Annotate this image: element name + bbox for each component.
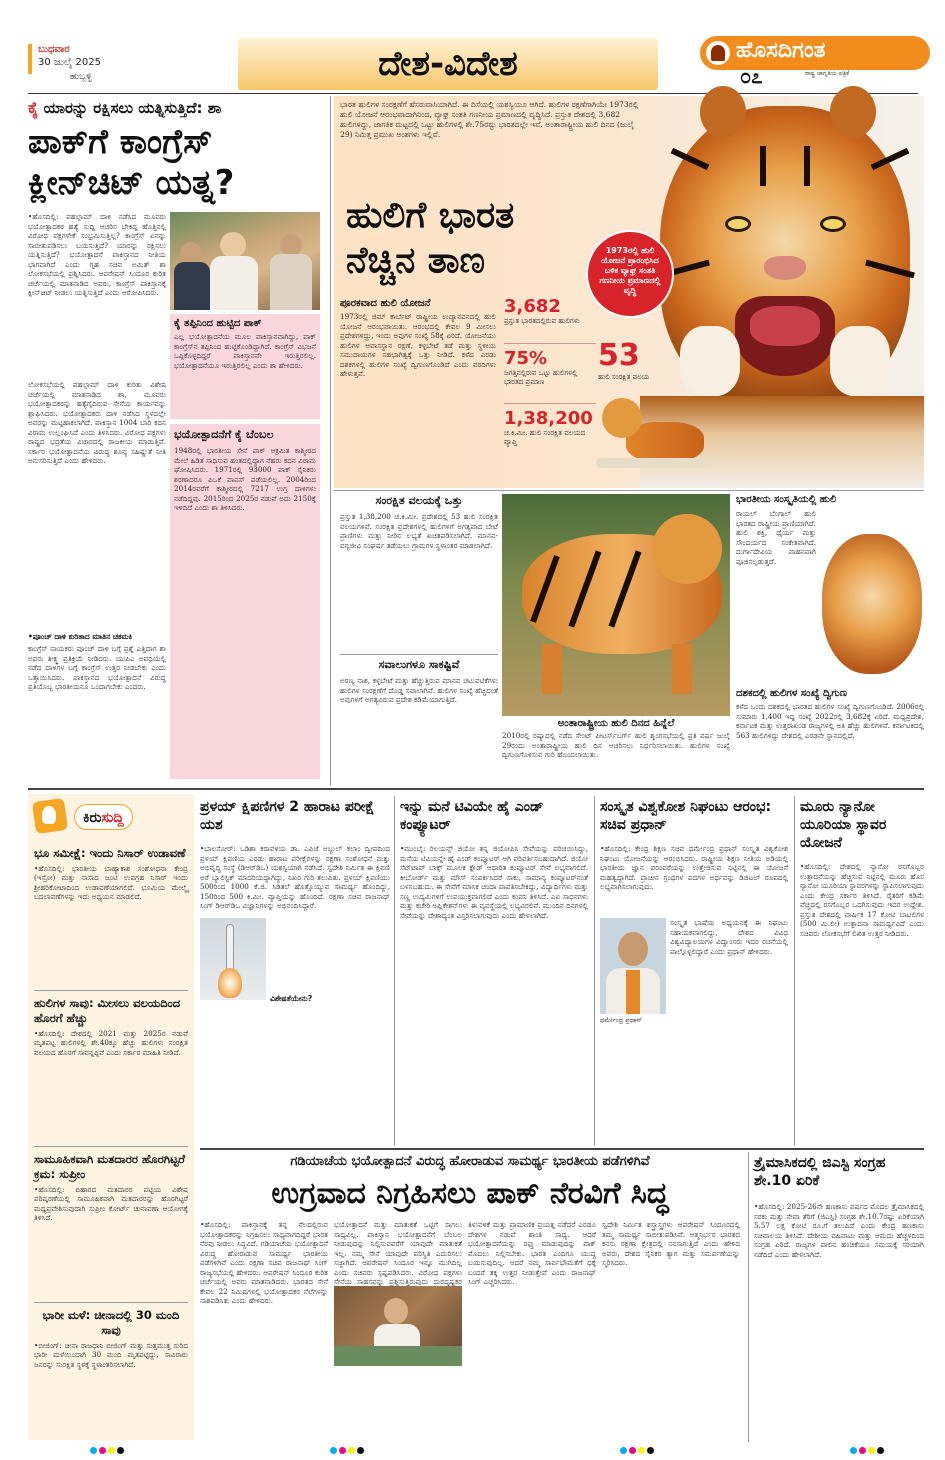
sanskrit-body-2: ಸಂಸ್ಕೃತ ಭಾಷೆಯ ಅಧ್ಯಯನಕ್ಕೆ ಈ ನಿಘಂಟು ಸಹಾಯಕವಾಗಲಿದ್ದು, ದೇಶದ ವಿವಿಧ ವಿಶ್ವವಿದ್ಯಾಲಯಗಳ ವಿದ್ವಾಂಸರು ಇದರ ರಚನೆಯಲ್ಲಿ ಪಾಲ್ಗೊಳ್ಳಲಿದ್ದಾರೆ ಎಂದು ಪ್ರಧಾನ್ ಹೇಳಿದರು. <box>670 918 788 956</box>
bottom-headline: ಉಗ್ರವಾದ ನಿಗ್ರಹಿಸಲು ಪಾಕ್ ನೆರವಿಗೆ ಸಿದ್ಧ <box>271 1176 669 1211</box>
nano-story <box>800 798 924 1138</box>
culture-box <box>736 494 924 684</box>
tv-story <box>400 798 588 1138</box>
lead-box-2-body: 1948ರಲ್ಲಿ ಭಾರತೀಯ ಸೇನೆ ಪಾಕ್ ಆಕ್ರಮಿತ ಕಾಶ್ಮೀರದ ಮೇಲೆ ಹಿಡಿತ ಸಾಧಿಸುವ ಹಂತದಲ್ಲಿದ್ದಾಗ ನೆಹರು ಕದನ ವಿರಾಮ ಘೋಷಿಸಿದರು. 1971ರಲ್ಲಿ 93000 ಪಾಕ್ ಸೈನಿಕರು ಶರಣಾದರೂ ಪಿಒಕೆ ವಾಪಸ್ ಪಡೆಯಲಿಲ್ಲ. 2004ರಿಂದ 2014ರವರೆಗೆ ಕಾಶ್ಮೀರದಲ್ಲಿ 7217 ಉಗ್ರ ದಾಳಿಗಳು ನಡೆದಿದ್ದವು. 2015ರಿಂದ 2025ರ ನಡುವೆ ಅದು 2150ಕ್ಕೆ ಇಳಿದಿದೆ ಎಂದು ಶಾ ತಿಳಿಸಿದರು. <box>174 446 316 512</box>
kiru-item-body: •ಹೊಸದಿಲ್ಲಿ: ದೇಶದಲ್ಲಿ 2021 ಮತ್ತು 2025ರ ನಡುವೆ ಮೃತಪಟ್ಟ ಹುಲಿಗಳಲ್ಲಿ ಶೇ.40ಕ್ಕೂ ಹೆಚ್ಚು ಹುಲಿಗಳು ಸಂರಕ್ಷಿತ ವಲಯದ ಹೊರಗೆ ಸಾವನ್ನಪ್ಪಿವೆ ಎಂದು ಸರ್ಕಾರ ಮಾಹಿತಿ ನೀಡಿದೆ. <box>34 1028 188 1057</box>
kiru-item <box>34 1308 188 1431</box>
culture-title: ಭಾರತೀಯ ಸಂಸ್ಕೃತಿಯಲ್ಲಿ ಹುಲಿ <box>736 494 837 505</box>
masthead-day: ಬುಧವಾರ <box>38 44 70 55</box>
tiger-stats <box>504 296 596 464</box>
missile-image <box>200 918 266 1000</box>
minister-caption: ಧರ್ಮೇಂದ್ರ ಪ್ರಧಾನ್ <box>600 1016 642 1024</box>
registration-marks <box>850 1447 884 1454</box>
stat-value: 75% <box>504 348 548 369</box>
pralay-sub: ವಿಶೇಷತೆಯೇನು? <box>270 994 313 1003</box>
sanskrit-headline: ಸಂಸ್ಕೃತ ವಿಶ್ವಕೋಶ ನಿಘಂಟು ಆರಂಭ: ಸಚಿವ ಪ್ರಧಾನ್ <box>600 799 772 834</box>
lead-box-body: ಎಲ್ಲ ಭಯೋತ್ಪಾದನೆಯ ಮೂಲ ಪಾಕಿಸ್ತಾನವಾಗಿದ್ದು, ಪಾಕ್ ಕಾಂಗ್ರೆಸ್‌ನ ತಪ್ಪಿನಿಂದ ಹುಟ್ಟಿಕೊಂಡಿದ್ದಾಗಿದೆ. ಕಾಂಗ್ರೆಸ್ ವಿಭಜನೆ ಒಪ್ಪಿಕೊಳ್ಳದಿದ್ದರೆ ಪಾಕಿಸ್ತಾನವೇ ಇರುತ್ತಿರಲಿಲ್ಲ. ಭಯೋತ್ಪಾದನೆಯೂ ಇರುತ್ತಿರಲಿಲ್ಲ ಎಂದು ಶಾ ಹೇಳಿದರು. <box>174 332 316 370</box>
stat-53-label: ಹುಲಿ ಸಂರಕ್ಷಿತ ವಲಯ <box>598 373 650 381</box>
registration-marks <box>620 1447 654 1454</box>
kiru-item-head: ಸಾಮೂಹಿಕವಾಗಿ ಮತದಾರರ ಹೊರಗಿಟ್ಟರೆ ಕ್ರಮ: ಸುಪ್ರೀಂ <box>34 1152 185 1181</box>
lead-box-2-title: ಭಯೋತ್ಪಾದನೆಗೆ ಕೈ ಬೆಂಬಲ <box>174 428 274 441</box>
kiru-item <box>34 1152 188 1295</box>
paper-name: ಹೊಸದಿಗಂತ <box>736 38 826 63</box>
date-box <box>28 44 123 90</box>
tiger-badge-text: 1973ರಲ್ಲಿ ಹುಲಿ ಯೋಜನೆ ಪ್ರಾರಂಭಿಸಿದ ಬಳಿಕ ವ್ಯಾಘ್ರ ಸಂತತಿ ಗಣನೀಯ ಪ್ರಮಾಣದಲ್ಲಿ ವೃದ್ಧಿ <box>599 246 661 295</box>
kiru-item-body: •ಹೊಸದಿಲ್ಲಿ: ಭಾರತೀಯ ಬಾಹ್ಯಾಕಾಶ ಸಂಶೋಧನಾ ಕೇಂದ್ರ (ಇಸ್ರೋ) ಮತ್ತು ನಾಸಾದ ಜಂಟಿ ಉಪಗ್ರಹ ನಿಸಾರ್ ಇಂದು ಶ್ರೀಹರಿಕೋಟಾದಿಂದ ಉಡಾವಣೆಯಾಗಲಿದೆ. ಭೂಮಿಯ ಮೇಲ್ಮೈ ಬದಲಾವಣೆಗಳನ್ನು ಇದು ಅಧ್ಯಯನ ಮಾಡಲಿದೆ. <box>34 863 188 902</box>
pralay-body: •ಬಾಲಸೋರ್: ಒಡಿಶಾ ಕರಾವಳಿಯ ಡಾ. ಎಪಿಜೆ ಅಬ್ದುಲ್ ಕಲಾಂ ದ್ವೀಪದಿಂದ ಪ್ರಳಯ್ ಕ್ಷಿಪಣಿಯ ಎರಡು ಹಾರಾಟ ಪರೀಕ್ಷೆಗಳನ್ನು ರಕ್ಷಣಾ ಸಂಶೋಧನೆ ಮತ್ತು ಅಭಿವೃದ್ಧಿ ಸಂಸ್ಥೆ (ಡಿಆರ್‌ಡಿಒ) ಯಶಸ್ವಿಯಾಗಿ ನಡೆಸಿದೆ. ಸ್ವದೇಶಿ ನಿರ್ಮಿತ ಈ ಕ್ಷಿಪಣಿ ಅರೆ ಬ್ಯಾಲಿಸ್ಟಿಕ್ ಮಾದರಿಯದ್ದಾಗಿದ್ದು, ನಿಖರ ಗುರಿ ತಲುಪಿತು. ಪ್ರಳಯ್ ಕ್ಷಿಪಣಿಯು 500ರಿಂದ 1000 ಕೆ.ಜಿ. ಸಿಡಿತಲೆ ಹೊತ್ತೊಯ್ಯುವ ಸಾಮರ್ಥ್ಯ ಹೊಂದಿದ್ದು, 150ರಿಂದ 500 ಕಿ.ಮೀ. ವ್ಯಾಪ್ತಿಯನ್ನು ಹೊಂದಿದೆ. ರಕ್ಷಣಾ ಸಚಿವ ರಾಜನಾಥ್ ಸಿಂಗ್ ಡಿಆರ್‌ಡಿಒ ವಿಜ್ಞಾನಿಗಳನ್ನು ಅಭಿನಂದಿಸಿದ್ದಾರೆ. <box>200 844 390 910</box>
stat-item <box>504 296 596 344</box>
pralay-story <box>200 798 390 1138</box>
masthead-date: 30 ಜುಲೈ 2025 <box>38 57 101 68</box>
tiger-intro: ಭಾರತ ಹುಲಿಗಳ ಸಂರಕ್ಷಣೆಗೆ ಹೆಸರುವಾಸಿಯಾಗಿದೆ. ಈ ದಿಸೆಯಲ್ಲಿ ಯಶಸ್ವಿಯೂ ಆಗಿದೆ. ಹುಲಿಗಳ ರಕ್ಷಣೆಗಾಗಿಯೇ 1973ರಲ್ಲಿ ಹುಲಿ ಯೋಜನೆ ಆರಂಭವಾದಾಗಿನಿಂದ, ವ್ಯಾಘ್ರ ಸಂತತಿ ಗಣನೀಯ ಪ್ರಮಾಣದಲ್ಲಿ ವೃದ್ಧಿಸಿದೆ. ಪ್ರಸ್ತುತ ದೇಶದಲ್ಲಿ 3,682 ಹುಲಿಗಳಿದ್ದು, ಜಾಗತಿಕ ಮಟ್ಟದಲ್ಲಿ ಒಟ್ಟು ಹುಲಿಗಳಲ್ಲಿ ಶೇ.75ರಷ್ಟು ಭಾರತದಲ್ಲೇ ಇವೆ. ಅಂತಾರಾಷ್ಟ್ರೀಯ ಹುಲಿ ದಿನದ (ಜುಲೈ 29) ನಿಮಿತ್ತ ಪ್ರಮುಖ ಅಂಶಗಳು ಇಲ್ಲಿವೆ. <box>340 100 639 140</box>
tiger-headline-1: ಹುಲಿಗೆ ಭಾರತ <box>346 195 515 236</box>
tv-headline: ಇನ್ನು ಮನೆ ಟಿವಿಯೇ ಹೈ ಎಂಡ್ ಕಂಪ್ಯೂಟರ್ <box>400 799 544 834</box>
paper-tagline: ರಾಷ್ಟ್ರ ಜಾಗೃತಿಯ ಪತ್ರಿಕೆ <box>805 70 850 77</box>
zone-box <box>340 494 498 652</box>
stat-label: ಪ್ರಸ್ತುತ ಭಾರತದಲ್ಲಿರುವ ಹುಲಿಗಳು <box>504 317 580 325</box>
tiger-face-image <box>822 534 922 674</box>
decade-body: ಕಳೆದ ಒಂದು ದಶಕದಲ್ಲಿ ಭಾರತದ ಹುಲಿಗಳ ಸಂಖ್ಯೆ ದ್ವಿಗುಣಗೊಂಡಿದೆ. 2006ರಲ್ಲಿ ಸುಮಾರು 1,400 ಇದ್ದ ಸಂಖ್ಯೆ 2022ರಲ್ಲಿ 3,682ಕ್ಕೆ ಏರಿದೆ. ಮಧ್ಯಪ್ರದೇಶ, ಕರ್ನಾಟಕ ಮತ್ತು ಉತ್ತರಾಖಂಡ ರಾಜ್ಯಗಳಲ್ಲಿ ಅತಿ ಹೆಚ್ಚು ಹುಲಿಗಳಿವೆ. ಕರ್ನಾಟಕದಲ್ಲಿ 563 ಹುಲಿಗಳಿದ್ದು ದೇಶದಲ್ಲಿ ಎರಡನೇ ಸ್ಥಾನದಲ್ಲಿದೆ. <box>736 702 924 740</box>
bottom-col-2-top: ಭಯೋತ್ಪಾದನೆ ಮತ್ತು ಮಾತುಕತೆ ಒಟ್ಟಿಗೆ ಸಾಗಲು ಸಾಧ್ಯವಿಲ್ಲ. ಪಾಕಿಸ್ತಾನ ಭಯೋತ್ಪಾದನೆಗೆ ಬೆಂಬಲ ನೀಡುವುದನ್ನು ನಿಲ್ಲಿಸುವವರೆಗೆ ಯಾವುದೇ ಮಾತುಕತೆ ಇಲ್ಲ. ನಮ್ಮ ಸೇನೆ ಯಾವುದೇ ಪರಿಸ್ಥಿತಿ ಎದುರಿಸಲು ಸಜ್ಜಾಗಿದೆ. ಆಪರೇಷನ್ ಸಿಂದೂರ ಇನ್ನೂ ಮುಗಿದಿಲ್ಲ ಎಂದು ಸಚಿವರು ಸ್ಪಷ್ಟಪಡಿಸಿದರು. ವಿರೋಧ ಪಕ್ಷಗಳು ಸೇನೆಯ ಸಾಹಸವನ್ನು ಪ್ರಶ್ನಿಸುತ್ತಿರುವುದು ದುರದೃಷ್ಟಕರ <box>334 1220 462 1286</box>
lead-box-title: ಕೈ ತಪ್ಪಿನಿಂದ ಹುಟ್ಟಿದ ಪಾಕ್ <box>174 318 262 329</box>
decade-box <box>736 688 924 784</box>
stat-53 <box>598 338 698 382</box>
plan-box <box>340 298 496 483</box>
challenge-box <box>340 658 498 718</box>
lead-body-2: ಲೋಕಸಭೆಯಲ್ಲಿ ಪಹಲ್ಗಾಮ್ ದಾಳಿ ಕುರಿತು ವಿಶೇಷ ಚರ್ಚೆಯಲ್ಲಿ ಮಾತನಾಡಿದ ಶಾ, ಮೂವರು ಭಯೋತ್ಪಾದಕರನ್ನು ಹತ್ಯೆಗೈದಿರುವ ಸೇನೆಯ ಕಾರ್ಯವನ್ನು ಶ್ಲಾಘಿಸಿದರು. ಭಯೋತ್ಪಾದಕರು ದಾಳಿ ನಡೆಸಿದ ಸ್ಥಳದಲ್ಲೇ ಅವರನ್ನು ಮಟ್ಟಹಾಕಲಾಗಿದೆ. ಪಾಕಿಸ್ತಾನ 1004 ಬಾರಿ ಕದನ ವಿರಾಮ ಉಲ್ಲಂಘಿಸಿದೆ ಎಂದು ತಿಳಿಸಿದರು. ವಿರೋಧ ಪಕ್ಷಗಳು ರಾಷ್ಟ್ರದ ಭದ್ರತೆಯ ವಿಚಾರದಲ್ಲಿ ರಾಜಕೀಯ ಮಾಡುತ್ತಿವೆ. ಸರ್ಕಾರ ಭಯೋತ್ಪಾದನೆಯ ವಿರುದ್ಧ ಶೂನ್ಯ ಸಹಿಷ್ಣುತೆ ನೀತಿ ಅನುಸರಿಸುತ್ತಿದೆ ಎಂದು ಹೇಳಿದರು. <box>28 380 166 465</box>
lead-kicker-red: ಕೈ <box>28 98 39 117</box>
tiger-lying-image <box>596 392 706 484</box>
zone-title: ಸಂರಕ್ಷಿತ ವಲಯಕ್ಕೆ ಒತ್ತು <box>375 494 463 507</box>
sanskrit-story <box>600 798 788 1138</box>
gst-headline: ತ್ರೈಮಾಸಿಕದಲ್ಲಿ ಜಿಎಸ್ಟಿ ಸಂಗ್ರಹ ಶೇ.10 ಏರಿಕೆ <box>754 1155 886 1190</box>
kiru-item <box>34 996 188 1139</box>
decade-title: ದಶಕದಲ್ಲಿ ಹುಲಿಗಳ ಸಂಖ್ಯೆ ದ್ವಿಗುಣ <box>736 688 847 699</box>
lead-photo <box>170 212 320 310</box>
nano-body: •ಹೊಸದಿಲ್ಲಿ: ದೇಶದಲ್ಲಿ ನ್ಯಾನೋ ರಸಗೊಬ್ಬರ ಉತ್ಪಾದನೆಯನ್ನು ಹೆಚ್ಚಿಸುವ ನಿಟ್ಟಿನಲ್ಲಿ ಮೂರು ಹೊಸ ನ್ಯಾನೋ ಯೂರಿಯಾ ಸ್ಥಾವರಗಳನ್ನು ಸ್ಥಾಪಿಸಲಾಗುವುದು ಎಂದು ಕೇಂದ್ರ ಸರ್ಕಾರ ತಿಳಿಸಿದೆ. ರೈತರಿಗೆ ಕಡಿಮೆ ವೆಚ್ಚದಲ್ಲಿ ರಸಗೊಬ್ಬರ ಒದಗಿಸುವುದು ಇದರ ಉದ್ದೇಶ. ಪ್ರಸ್ತುತ ದೇಶದಲ್ಲಿ ವಾರ್ಷಿಕ 17 ಕೋಟಿ ಬಾಟಲಿಗಳ (500 ಮಿ.ಲೀ) ಉತ್ಪಾದನಾ ಸಾಮರ್ಥ್ಯವಿದೆ ಎಂದು ಸಚಿವರು ಲೋಕಸಭೆಗೆ ಲಿಖಿತ ಉತ್ತರ ನೀಡಿದರು. <box>800 862 924 938</box>
tiger-caption: ಅಂತಾರಾಷ್ಟ್ರೀಯ ಹುಲಿ ದಿನದ ಹಿನ್ನೆಲೆ <box>557 718 675 729</box>
tiger-caption-body: 2010ರಲ್ಲಿ ರಷ್ಯಾದಲ್ಲಿ ನಡೆದ ಸೇಂಟ್ ಪೀಟರ್ಸ್‌ಬರ್ಗ್ ಹುಲಿ ಶೃಂಗಸಭೆಯಲ್ಲಿ ಪ್ರತಿ ವರ್ಷ ಜುಲೈ 29ರಂದು ಅಂತಾರಾಷ್ಟ್ರೀಯ ಹುಲಿ ದಿನ ಆಚರಿಸಲು ನಿರ್ಧರಿಸಲಾಯಿತು. ಹುಲಿಗಳ ಸಂಖ್ಯೆ ದ್ವಿಗುಣಗೊಳಿಸುವ ಗುರಿ ಹೊಂದಲಾಯಿತು. <box>502 731 730 759</box>
plan-title: ಪೂರಕವಾದ ಹುಲಿ ಯೋಜನೆ <box>340 298 431 309</box>
section-title: ದೇಶ-ವಿದೇಶ <box>378 44 518 84</box>
tiger-badge <box>586 230 674 318</box>
bottom-col-3: ತಿಳುವಳಿಕೆ ಮತ್ತು ಪ್ರಾಮಾಣಿಕ ಪ್ರಯತ್ನ ನಡೆದರೆ ಎರಡೂ ದೇಶಗಳ ನಡುವೆ ಶಾಂತಿ ಸಾಧ್ಯ. ಆದರೆ ಭಯೋತ್ಪಾದನೆಯನ್ನು ರಫ್ತು ಮಾಡುವುದನ್ನು ಪಾಕ್ ಮೊದಲು ನಿಲ್ಲಿಸಬೇಕು. ಭಾರತ ಎಂದಿಗೂ ಯುದ್ಧ ಬಯಸುವುದಿಲ್ಲ. ಆದರೆ ನಮ್ಮ ಸಾರ್ವಭೌಮತೆಗೆ ಧಕ್ಕೆ ಬಂದರೆ ತಕ್ಕ ಉತ್ತರ ನೀಡುತ್ತೇವೆ ಎಂದು ರಾಜನಾಥ್ ಸಿಂಗ್ ಎಚ್ಚರಿಸಿದರು. <box>468 1220 596 1286</box>
tv-body: •ಮುಂಬೈ: ರಿಲಯನ್ಸ್ ಜಿಯೋ ತನ್ನ ಜಿಯೋಪಿಸಿ ಸೇವೆಯನ್ನು ಪರಿಚಯಿಸಿದ್ದು, ಮನೆಯ ಟಿವಿಯನ್ನೇ ಹೈ ಎಂಡ್ ಕಂಪ್ಯೂಟರ್ ಆಗಿ ಪರಿವರ್ತಿಸಬಹುದಾಗಿದೆ. ಜಿಯೋ ಸೆಟ್‌ಟಾಪ್ ಬಾಕ್ಸ್ ಮೂಲಕ ಕ್ಲೌಡ್ ಆಧಾರಿತ ಕಂಪ್ಯೂಟರ್ ಸೇವೆ ಲಭ್ಯವಾಗಲಿದೆ. ಕೀಬೋರ್ಡ್ ಮತ್ತು ಮೌಸ್ ಸಂಪರ್ಕಿಸಿದರೆ ಸಾಕು, ಸಾಮಾನ್ಯ ಕಂಪ್ಯೂಟರ್‌ನಂತೆ ಬಳಸಬಹುದು. ಈ ಸೇವೆಗೆ ಮಾಸಿಕ ಚಂದಾ ಪಾವತಿಸಬೇಕಿದ್ದು, ವಿದ್ಯಾರ್ಥಿಗಳು ಮತ್ತು ಸಣ್ಣ ಉದ್ಯಮಿಗಳಿಗೆ ಉಪಯುಕ್ತವಾಗಲಿದೆ ಎಂದು ಕಂಪನಿ ತಿಳಿಸಿದೆ. ಎಐ ಸಾಧನಗಳು ಮತ್ತು ಕಚೇರಿ ಅಪ್ಲಿಕೇಶನ್‌ಗಳು ಈ ವ್ಯವಸ್ಥೆಯಲ್ಲಿ ಲಭ್ಯವಿರಲಿವೆ. ಮುಂದಿನ ದಿನಗಳಲ್ಲಿ ಸೇವೆಯನ್ನು ದೇಶಾದ್ಯಂತ ವಿಸ್ತರಿಸಲಾಗುವುದು ಎಂದು ಹೇಳಲಾಗಿದೆ. <box>400 844 588 920</box>
lead-headline-1: ಪಾಕ್‌ಗೆ ಕಾಂಗ್ರೆಸ್ <box>28 122 213 162</box>
kiru-item-head: ಭೂ ಸಮೀಕ್ಷೆ: ಇಂದು ನಿಸಾರ್ ಉಡಾವಣೆ <box>34 846 186 860</box>
bottom-col-4: ಸ್ವದೇಶಿ ನಿರ್ಮಿತ ಶಸ್ತ್ರಾಸ್ತ್ರಗಳು ಆಪರೇಷನ್ ಸಿಂದೂರದಲ್ಲಿ ತಮ್ಮ ಸಾಮರ್ಥ್ಯ ಸಾಬೀತುಪಡಿಸಿವೆ. ಆತ್ಮನಿರ್ಭರ ಭಾರತದ ಕನಸು ರಕ್ಷಣಾ ಕ್ಷೇತ್ರದಲ್ಲಿ ನನಸಾಗುತ್ತಿದೆ ಎಂದು ಹೇಳಿದ ಅವರು, ದೇಶದ ಸೈನಿಕರ ತ್ಯಾಗ ಮತ್ತು ಸಮರ್ಪಣೆಯನ್ನು ಸ್ಮರಿಸಿದರು. <box>602 1220 740 1267</box>
kiru-item-body: •ಬೀಜಿಂಗ್: ಚೀನಾ ರಾಜಧಾನಿ ಬೀಜಿಂಗ್ ಮತ್ತು ಸುತ್ತಮುತ್ತ ಸುರಿದ ಭಾರೀ ಮಳೆಯಿಂದಾಗಿ 30 ಮಂದಿ ಮೃತಪಟ್ಟಿದ್ದು, ಸಾವಿರಾರು ಜನರನ್ನು ಸುರಕ್ಷಿತ ಸ್ಥಳಕ್ಕೆ ಸ್ಥಳಾಂತರಿಸಲಾಗಿದೆ. <box>34 1340 188 1369</box>
pralay-headline: ಪ್ರಳಯ್ ಕ್ಷಿಪಣಿಗಳ 2 ಹಾರಾಟ ಪರೀಕ್ಷೆ ಯಶ <box>200 799 375 834</box>
lead-body-3: ಕಾಂಗ್ರೆಸ್ ನಾಯಕರು ಪೂಂಚ್ ದಾಳಿ ಬಗ್ಗೆ ಪ್ರಶ್ನೆ ಎತ್ತಿದಾಗ ಶಾ ಅವರು ತೀಕ್ಷ್ಣ ಪ್ರತಿಕ್ರಿಯೆ ನೀಡಿದರು. ಯುಪಿಎ ಅವಧಿಯಲ್ಲಿ ನಡೆದ ದಾಳಿಗಳ ಬಗ್ಗೆ ಕಾಂಗ್ರೆಸ್ ಉತ್ತರ ನೀಡಬೇಕು ಎಂದು ಒತ್ತಾಯಿಸಿದರು. ಪಾಕಿಸ್ತಾನದ ಭಯೋತ್ಪಾದನೆ ವಿರುದ್ಧ ಪ್ರತಿಯೊಬ್ಬ ಭಾರತೀಯನೂ ಒಂದಾಗಬೇಕು ಎಂದರು. <box>28 644 166 691</box>
paper-logo <box>700 36 930 70</box>
lead-box <box>170 314 320 419</box>
registration-marks <box>90 1447 124 1454</box>
stat-value: 3,682 <box>504 296 561 317</box>
lead-subhead: •ಪೂಂಚ್ ದಾಳಿ ಕುರಿತಾದ ಮಾತಿನ ಚಕಮಕಿ <box>28 632 133 641</box>
kiru-item-body: •ಹೊಸದಿಲ್ಲಿ: ಬಿಹಾರದ ಮತದಾರರ ಪಟ್ಟಿಯ ವಿಶೇಷ ಪರಿಷ್ಕರಣೆಯಲ್ಲಿ ಸಾಮೂಹಿಕವಾಗಿ ಮತದಾರರನ್ನು ಹೊರಗಿಟ್ಟರೆ ಮಧ್ಯಪ್ರವೇಶಿಸುವುದಾಗಿ ಸುಪ್ರೀಂ ಕೋರ್ಟ್ ಚುನಾವಣಾ ಆಯೋಗಕ್ಕೆ ತಿಳಿಸಿದೆ. <box>34 1184 188 1223</box>
tiger-caption-box <box>502 716 730 784</box>
lead-headline-2: ಕ್ಲೀನ್‌ಚಿಟ್ ಯತ್ನ? <box>28 163 235 203</box>
stat-item <box>504 344 596 404</box>
gst-story <box>754 1154 924 1440</box>
plan-body: 1973ರಲ್ಲಿ ಜಿಮ್ ಕಾರ್ಬೆಟ್ ರಾಷ್ಟ್ರೀಯ ಉದ್ಯಾನವನದಲ್ಲಿ ಹುಲಿ ಯೋಜನೆ ಆರಂಭವಾಯಿತು. ಆರಂಭದಲ್ಲಿ ಕೇವಲ 9 ಮೀಸಲು ಪ್ರದೇಶಗಳಿದ್ದು, ಇಂದು ಅವುಗಳ ಸಂಖ್ಯೆ 58ಕ್ಕೆ ಏರಿದೆ. ಯೋಜನೆಯು ಹುಲಿಗಳ ಆವಾಸಸ್ಥಾನ ರಕ್ಷಣೆ, ಕಳ್ಳಬೇಟೆ ತಡೆ ಮತ್ತು ಸ್ಥಳೀಯ ಸಮುದಾಯಗಳ ಸಹಭಾಗಿತ್ವಕ್ಕೆ ಒತ್ತು ನೀಡಿದೆ. ಕಳೆದ ಎರಡು ದಶಕಗಳಲ್ಲಿ ಹುಲಿಗಳ ಸಂಖ್ಯೆ ದ್ವಿಗುಣಗೊಂಡಿದೆ ಎಂದು ವರದಿಗಳು ಹೇಳುತ್ತವೆ. <box>340 312 496 378</box>
stat-item <box>504 404 596 464</box>
zone-body: ಪ್ರಸ್ತುತ 1,38,200 ಚ.ಕಿ.ಮೀ. ಪ್ರದೇಶದಲ್ಲಿ 53 ಹುಲಿ ಸಂರಕ್ಷಿತ ವಲಯಗಳಿವೆ. ಸಂರಕ್ಷಿತ ಪ್ರದೇಶಗಳಲ್ಲಿ ಹುಲಿಗಳಿಗೆ ಅಗತ್ಯವಾದ ಬೇಟೆ ಪ್ರಾಣಿಗಳು ಮತ್ತು ನೀರಿನ ಲಭ್ಯತೆ ಖಚಿತಪಡಿಸಲಾಗಿದೆ. ಮಾನವ-ವನ್ಯಜೀವಿ ಸಂಘರ್ಷ ತಡೆಯಲು ಗ್ರಾಮಗಳ ಸ್ಥಳಾಂತರ ಮಾಡಲಾಗಿದೆ. <box>340 512 498 550</box>
bottom-kicker: ಗಡಿಯಾಚೆಯ ಭಯೋತ್ಪಾದನೆ ವಿರುದ್ಧ ಹೋರಾಡುವ ಸಾಮರ್ಥ್ಯ ಭಾರತೀಯ ಪಡೆಗಳಿಗಿವೆ <box>290 1154 650 1169</box>
stat-label: ಚ.ಕಿ.ಮೀ. ಹುಲಿ ಸಂರಕ್ಷಿತ ವಲಯದ ವ್ಯಾಪ್ತಿ <box>504 429 586 446</box>
minister-photo <box>600 918 666 1014</box>
registration-marks <box>330 1447 364 1454</box>
stat-53-value: 53 <box>598 338 640 373</box>
masthead <box>0 0 945 92</box>
kiru-title-b: ಸುದ್ದಿ <box>101 810 124 826</box>
lead-box-2 <box>170 424 320 779</box>
page-number: ೦೭ <box>740 64 763 88</box>
stat-label: ಜಗತ್ತಿನಲ್ಲಿರುವ ಒಟ್ಟು ಹುಲಿಗಳಲ್ಲಿ ಭಾರತದ ಪ್ರಮಾಣ <box>504 369 578 386</box>
culture-body: ರಾಯಲ್ ಬೆಂಗಾಲ್ ಹುಲಿ ಭಾರತದ ರಾಷ್ಟ್ರೀಯ ಪ್ರಾಣಿಯಾಗಿದೆ. ಹುಲಿ ಶಕ್ತಿ, ಧೈರ್ಯ ಮತ್ತು ಸೌಂದರ್ಯದ ಸಂಕೇತವಾಗಿದೆ. ದುರ್ಗಾದೇವಿಯ ವಾಹನವಾಗಿ ಪೂಜಿಸಲ್ಪಡುತ್ತದೆ. <box>736 509 816 566</box>
tiger-walking-image <box>502 494 730 716</box>
bottom-col-1: •ಹೊಸದಿಲ್ಲಿ: ಪಾಕಿಸ್ತಾನಕ್ಕೆ ತನ್ನ ನೆಲದಲ್ಲಿರುವ ಭಯೋತ್ಪಾದಕರನ್ನು ನಿಗ್ರಹಿಸಲು ಸಾಧ್ಯವಾಗದಿದ್ದರೆ ಭಾರತ ನೆರವು ನೀಡಲು ಸಿದ್ಧವಿದೆ. ಗಡಿಯಾಚೆಯ ಭಯೋತ್ಪಾದನೆ ವಿರುದ್ಧ ಹೋರಾಡುವ ಸಾಮರ್ಥ್ಯ ಭಾರತೀಯ ಪಡೆಗಳಿಗಿವೆ ಎಂದು ರಕ್ಷಣಾ ಸಚಿವ ರಾಜನಾಥ್ ಸಿಂಗ್ ರಾಜ್ಯಸಭೆಯಲ್ಲಿ ಹೇಳಿದರು. ಆಪರೇಷನ್ ಸಿಂದೂರ ಕುರಿತ ಚರ್ಚೆಯಲ್ಲಿ ಅವರು ಮಾತನಾಡಿದರು. ಭಾರತದ ಸೇನೆ ಕೇವಲ 22 ನಿಮಿಷಗಳಲ್ಲಿ ಭಯೋತ್ಪಾದಕರ ನೆಲೆಗಳನ್ನು ನಾಶಪಡಿಸಿತು ಎಂದು ಹೇಳಿದರು. <box>200 1220 328 1305</box>
challenge-body: ಅರಣ್ಯ ನಾಶ, ಕಳ್ಳಬೇಟೆ ಮತ್ತು ಹೆಚ್ಚುತ್ತಿರುವ ಮಾನವ ಚಟುವಟಿಕೆಗಳು ಹುಲಿಗಳ ಸಂರಕ್ಷಣೆಗೆ ದೊಡ್ಡ ಸವಾಲಾಗಿವೆ. ಹುಲಿಗಳ ಸಂಖ್ಯೆ ಹೆಚ್ಚಿದಂತೆ ಅವುಗಳಿಗೆ ಅಗತ್ಯವಿರುವ ಪ್ರದೇಶ ಕಡಿಮೆಯಾಗುತ್ತಿದೆ. <box>340 676 498 704</box>
challenge-title: ಸವಾಲುಗಳೂ ಸಾಕಷ್ಟಿವೆ <box>378 658 460 671</box>
kiru-item <box>34 846 188 964</box>
kiru-item-head: ಹುಲಿಗಳ ಸಾವು: ಮೀಸಲು ವಲಯದಿಂದ ಹೊರಗೆ ಹೆಚ್ಚು <box>34 996 181 1025</box>
lead-body-1: •ಹೊಸದಿಲ್ಲಿ: ಪಹಲ್ಗಾಮ್ ದಾಳಿ ನಡೆಸಿದ ಮೂವರು ಭಯೋತ್ಪಾದಕರ ಹತ್ಯೆ ಸುದ್ದಿ ಆಚರಿಸ ಬೇಕಿದ್ದ ಹೊತ್ತಿನಲ್ಲಿ ವಿರೋಧ ಪಕ್ಷಗಳೇಕೆ ಸಂಭ್ರಮಿಸುತ್ತಿಲ್ಲ? ಕಾಂಗ್ರೆಸ್ ಏನನ್ನು ಸಾಬೀತುಪಡಿಸಲು ಬಯಸುತ್ತಿದೆ? ಯಾರನ್ನು ರಕ್ಷಿಸಲು ಯತ್ನಿಸುತ್ತಿದೆ? ಭಯೋತ್ಪಾದನೆ ಪಾಕಿಸ್ತಾನದ ನೀತಿಯ ಭಾಗವಾಗಿದೆ ಎಂದು ಗೃಹ ಸಚಿವ ಅಮಿತ್ ಶಾ ಲೋಕಸಭೆಯಲ್ಲಿ ಪ್ರಶ್ನಿಸಿದರು. ಆಪರೇಷನ್ ಸಿಂದೂರ ಕುರಿತ ಚರ್ಚೆಯಲ್ಲಿ ಮಾತನಾಡಿದ ಅವರು, ಕಾಂಗ್ರೆಸ್ ಪಾಕಿಸ್ತಾನಕ್ಕೆ ಕ್ಲೀನ್‌ಚಿಟ್ ನೀಡಲು ಯತ್ನಿಸುತ್ತಿದೆ ಎಂದು ಆರೋಪಿಸಿದರು. <box>28 212 166 297</box>
sanskrit-body: •ಹೊಸದಿಲ್ಲಿ: ಕೇಂದ್ರ ಶಿಕ್ಷಣ ಸಚಿವ ಧರ್ಮೇಂದ್ರ ಪ್ರಧಾನ್ ಸಂಸ್ಕೃತ ವಿಶ್ವಕೋಶ ನಿಘಂಟು ಯೋಜನೆಯನ್ನು ಆರಂಭಿಸಿದರು. ರಾಷ್ಟ್ರೀಯ ಶಿಕ್ಷಣ ನೀತಿಯ ಅಡಿಯಲ್ಲಿ ಭಾರತೀಯ ಜ್ಞಾನ ಪರಂಪರೆಯನ್ನು ಉತ್ತೇಜಿಸುವ ನಿಟ್ಟಿನಲ್ಲಿ ಈ ಯೋಜನೆ ಮಹತ್ವದ್ದಾಗಿದೆ. ಪ್ರಾಚೀನ ಗ್ರಂಥಗಳ ಪದಗಳ ಅರ್ಥವನ್ನು ಡಿಜಿಟಲ್ ರೂಪದಲ್ಲಿ ಲಭ್ಯವಾಗಿಸಲಾಗುವುದು. <box>600 844 788 891</box>
stat-value: 1,38,200 <box>504 408 593 429</box>
masthead-city: ಹುಬ್ಬಳ್ಳಿ <box>70 72 92 82</box>
nano-headline: ಮೂರು ನ್ಯಾನೋ ಯೂರಿಯಾ ಸ್ಥಾವರ ಯೋಜನೆ <box>800 799 887 852</box>
gst-body: •ಹೊಸದಿಲ್ಲಿ: 2025-26ನೇ ಹಣಕಾಸು ವರ್ಷದ ಮೊದಲ ತ್ರೈಮಾಸಿಕದಲ್ಲಿ ಸರಕು ಮತ್ತು ಸೇವಾ ತೆರಿಗೆ (ಜಿಎಸ್ಟಿ) ಸಂಗ್ರಹ ಶೇ.10.7ರಷ್ಟು ಏರಿಕೆಯಾಗಿ 5.57 ಲಕ್ಷ ಕೋಟಿ ರೂ.ಗೆ ತಲುಪಿದೆ ಎಂದು ಕೇಂದ್ರ ಹಣಕಾಸು ಸಚಿವಾಲಯ ತಿಳಿಸಿದೆ. ದೇಶೀಯ ವಹಿವಾಟು ಮತ್ತು ಆಮದು ಹೆಚ್ಚಳದಿಂದ ಸಂಗ್ರಹ ಏರಿದೆ. ರಾಜ್ಯಗಳ ಪಾಲಿನ ಹಂಚಿಕೆಯೂ ಸಮಯಕ್ಕೆ ಸರಿಯಾಗಿ ನಡೆದಿದೆ ಎಂದು ಹೇಳಲಾಗಿದೆ. <box>754 1202 924 1259</box>
lead-kicker: ಯಾರನ್ನು ರಕ್ಷಿಸಲು ಯತ್ನಿಸುತ್ತಿದೆ: ಶಾ <box>43 99 222 117</box>
kiru-item-head: ಭಾರೀ ಮಳೆ: ಚೀನಾದಲ್ಲಿ 30 ಮಂದಿ ಸಾವು <box>42 1308 180 1337</box>
kiru-title-a: ಕಿರು <box>83 810 102 826</box>
tiger-headline-2: ನೆಚ್ಚಿನ ತಾಣ <box>346 240 486 281</box>
kiru-header <box>32 798 190 836</box>
parliament-photo <box>334 1286 462 1366</box>
